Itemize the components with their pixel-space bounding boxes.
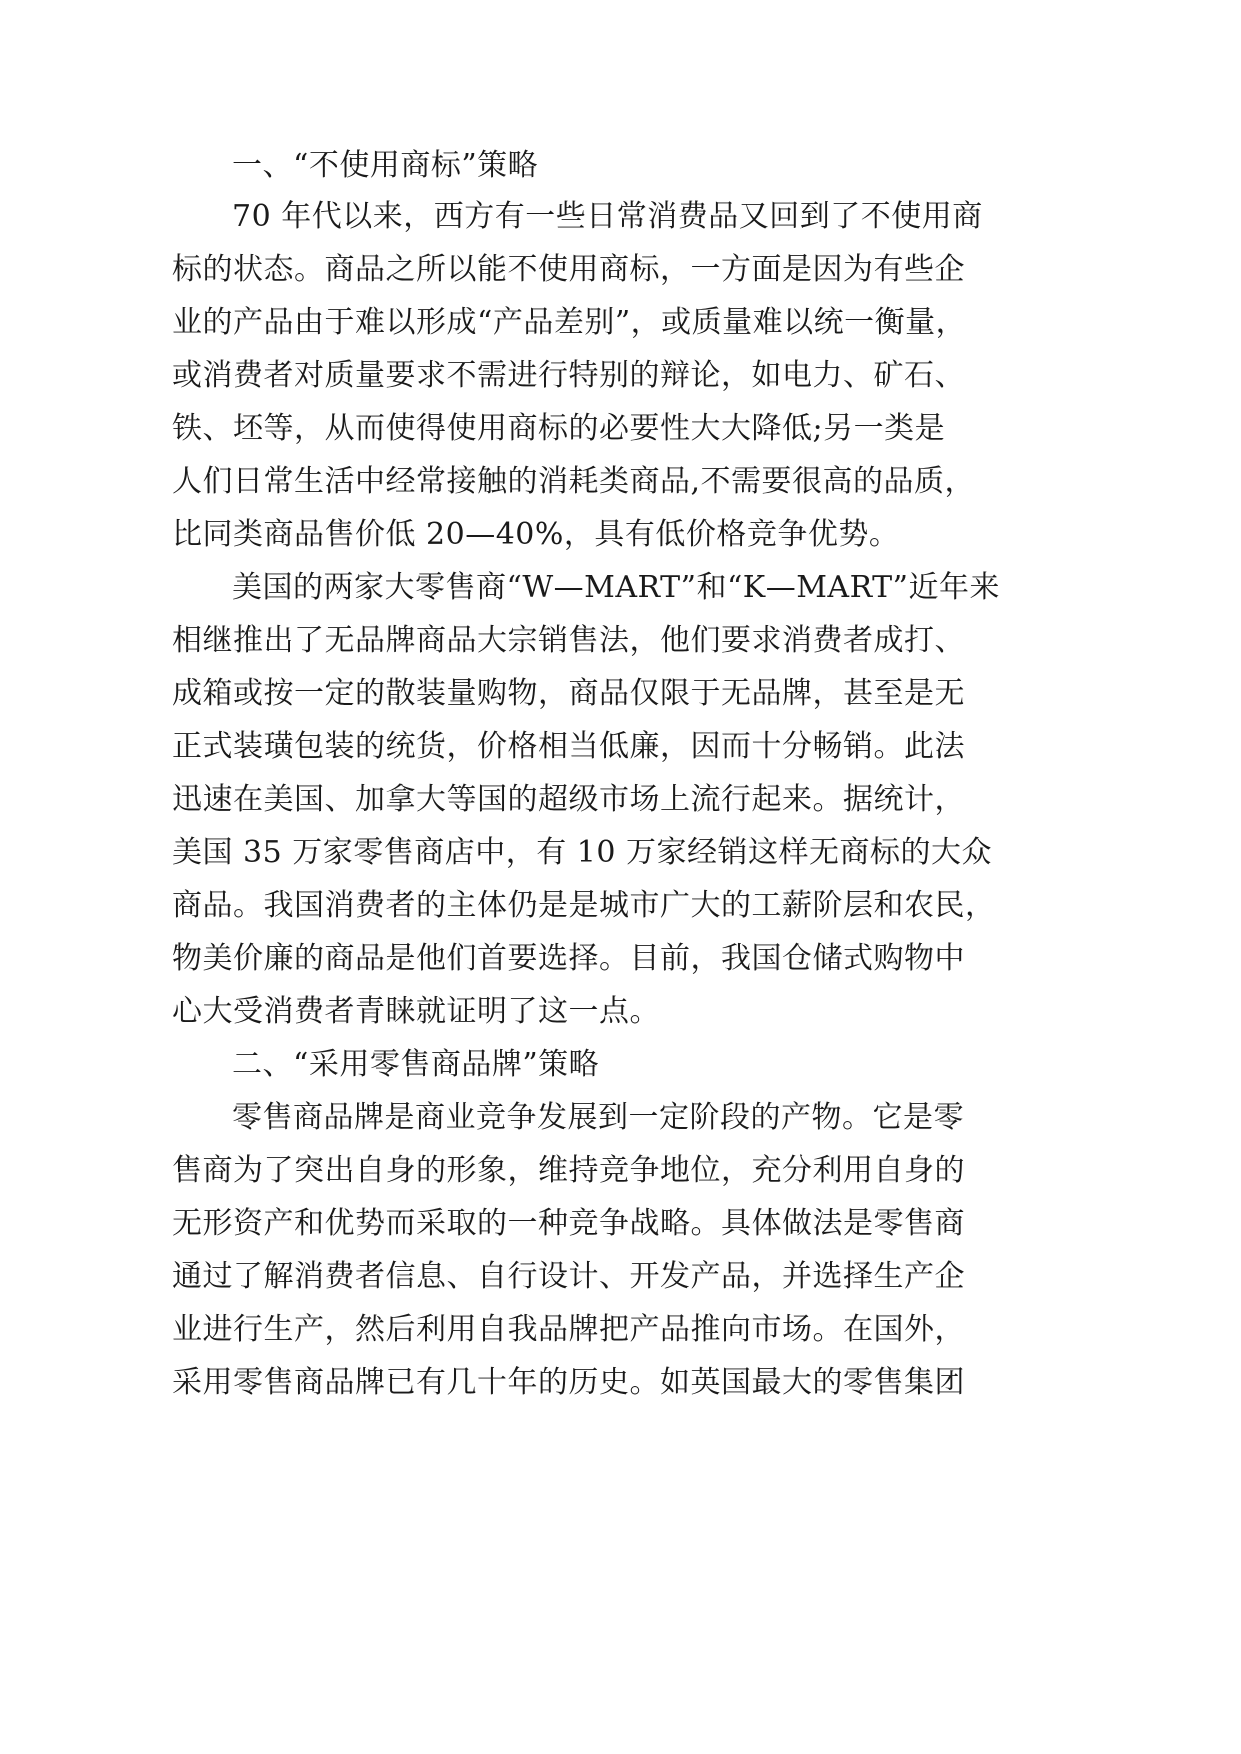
paragraph-line: 人们日常生活中经常接触的消耗类商品,不需要很高的品质， xyxy=(172,464,976,499)
paragraph-line: 迅速在美国、加拿大等国的超级市场上流行起来。据统计， xyxy=(172,782,965,817)
paragraph-line: 零售商品牌是商业竞争发展到一定阶段的产物。它是零 xyxy=(232,1100,964,1135)
paragraph-line: 业进行生产，然后利用自我品牌把产品推向市场。在国外， xyxy=(172,1312,965,1347)
paragraph-line: 无形资产和优势而采取的一种竞争战略。具体做法是零售商 xyxy=(172,1206,965,1241)
paragraph-line: 相继推出了无品牌商品大宗销售法，他们要求消费者成打、 xyxy=(172,623,965,658)
section-heading-2: 二、“采用零售商品牌”策略 xyxy=(232,1047,600,1082)
paragraph-line: 采用零售商品牌已有几十年的历史。如英国最大的零售集团 xyxy=(172,1365,965,1400)
paragraph-line: 成箱或按一定的散装量购物，商品仅限于无品牌，甚至是无 xyxy=(172,676,965,711)
paragraph-line: 70 年代以来，西方有一些日常消费品又回到了不使用商 xyxy=(232,199,983,234)
paragraph-line: 或消费者对质量要求不需进行特别的辩论，如电力、矿石、 xyxy=(172,358,965,393)
paragraph-line: 心大受消费者青睐就证明了这一点。 xyxy=(172,994,660,1029)
paragraph-line: 售商为了突出自身的形象，维持竞争地位，充分利用自身的 xyxy=(172,1153,965,1188)
paragraph-line: 铁、坯等，从而使得使用商标的必要性大大降低;另一类是 xyxy=(172,411,946,446)
paragraph-line: 正式装璜包装的统货，价格相当低廉，因而十分畅销。此法 xyxy=(172,729,965,764)
paragraph-line: 业的产品由于难以形成“产品差别”，或质量难以统一衡量， xyxy=(172,305,967,340)
paragraph-line: 比同类商品售价低 20—40%，具有低价格竞争优势。 xyxy=(172,517,900,552)
paragraph-line: 标的状态。商品之所以能不使用商标，一方面是因为有些企 xyxy=(172,252,965,287)
paragraph-line: 美国的两家大零售商“W—MART”和“K—MART”近年来 xyxy=(232,570,1001,605)
paragraph-line: 商品。我国消费者的主体仍是是城市广大的工薪阶层和农民， xyxy=(172,888,996,923)
paragraph-line: 通过了解消费者信息、自行设计、开发产品，并选择生产企 xyxy=(172,1259,965,1294)
paragraph-line: 物美价廉的商品是他们首要选择。目前，我国仓储式购物中 xyxy=(172,941,965,976)
section-heading-1: 一、“不使用商标”策略 xyxy=(232,148,539,183)
paragraph-line: 美国 35 万家零售商店中，有 10 万家经销这样无商标的大众 xyxy=(172,835,992,870)
